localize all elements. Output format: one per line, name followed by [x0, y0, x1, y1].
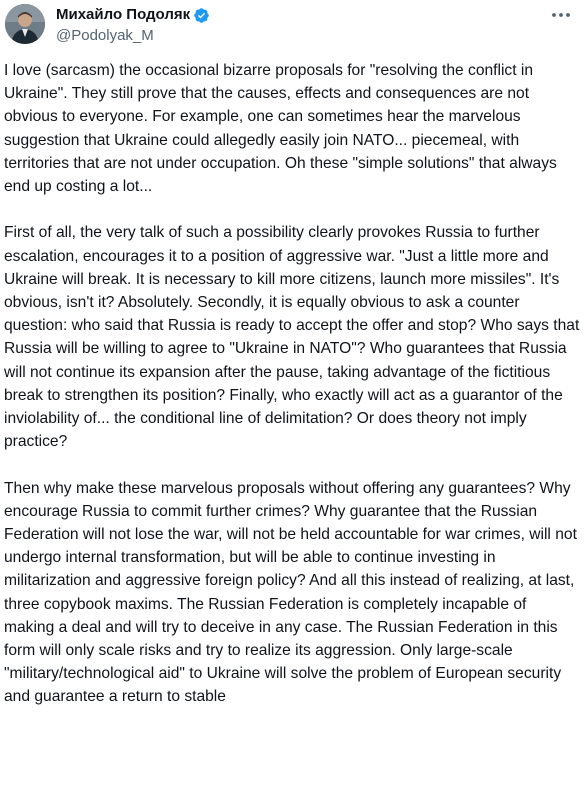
- more-horizontal-icon: [549, 6, 573, 24]
- author-handle[interactable]: @Podolyak_M: [56, 27, 154, 44]
- tweet-paragraph-2: First of all, the very talk of such a possibility clearly provokes Russia to further escalation, encourages it to a position of aggressive war. "Just a little more and Ukraine will break. It is necessary to kill more citizens, launch more missiles". It's obvious, isn't it? Absolutely. Secondly, it is equally obvious to ask a counter question: who said that Russia is ready to accept the offer and stop? Who says that Russia will be willing to agree to "Ukraine in NATO"? Who guarantees that Russia will not continue its expansion after the pause, taking advantage of the fictitious break to strengthen its position? Finally, who exactly will act as a guarantor of the inviolability of... the conditional line of delimitation? Or does theory not imply practice?: [4, 224, 580, 451]
- tweet-paragraph-1: I love (sarcasm) the occasional bizarre proposals for "resolving the conflict in Ukraine". They still prove that the causes, effects and consequences are not obvious to everyone. For example, one can sometimes hear the marvelous suggestion that Ukraine could allegedly easily join NATO... piecemeal, with territories that are not under occupation. Oh these "simple solutions" that always end up costing a lot...: [4, 62, 557, 196]
- author-name-row: [56, 5, 210, 25]
- tweet-text: [4, 59, 580, 732]
- tweet-paragraph-3: Then why make these marvelous proposals without offering any guarantees? Why encourage Russia to commit further crimes? Why guarantee that the Russian Federation will not lose the war, will not be held accountable for war crimes, will not undergo internal transformation, but will be able to continue investing in militarization and aggressive foreign policy? And all this instead of realizing, at last, three copybook maxims. The Russian Federation is completely incapable of making a deal and will try to deceive in any case. The Russian Federation in this form will only scale risks and try to realize its aggression. Only large-scale "military/technological aid" to Ukraine will solve the problem of European security and guarantee a return to stable: [4, 479, 577, 706]
- author-display-name[interactable]: Михайло Подоляк: [56, 6, 191, 23]
- more-options-button[interactable]: [549, 6, 573, 24]
- avatar[interactable]: [5, 4, 45, 44]
- tweet-header: [0, 0, 585, 56]
- verified-badge-icon: [193, 7, 210, 24]
- avatar-photo: [5, 4, 45, 44]
